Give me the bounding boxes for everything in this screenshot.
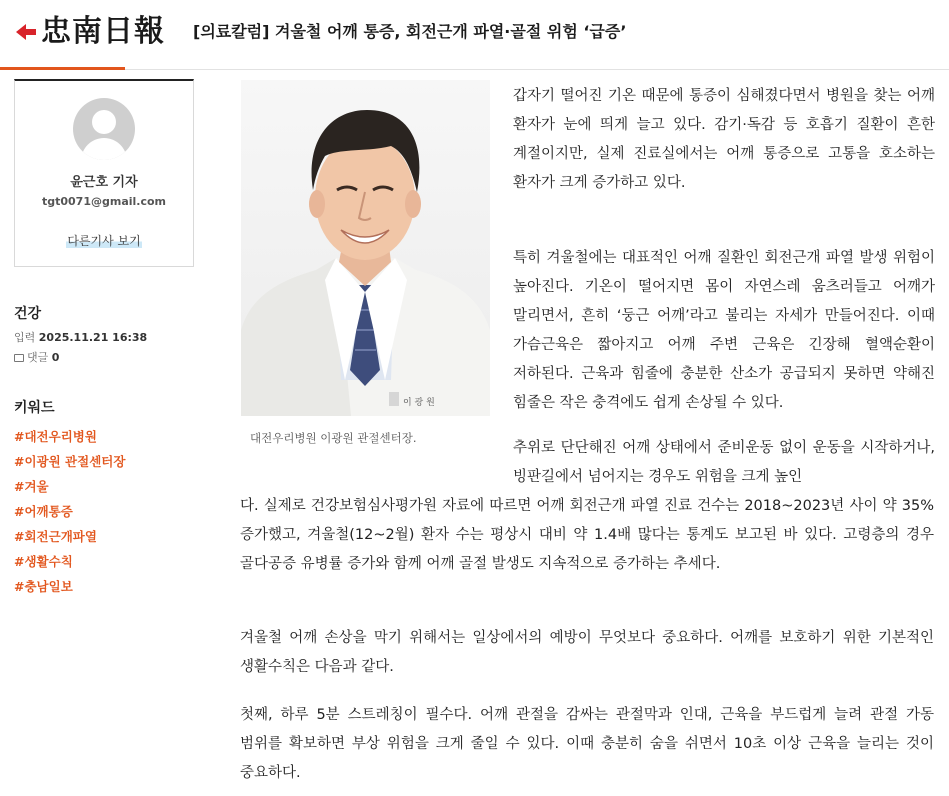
keyword-link[interactable]: #어깨통증 bbox=[14, 504, 73, 519]
article-paragraph-3-start: 추위로 단단해진 어깨 상태에서 준비운동 없이 운동을 시작하거나, 빙판길에서 넘어지는 경우도 위험을 크게 높인 bbox=[513, 440, 935, 485]
keyword-link[interactable]: #겨울 bbox=[14, 479, 49, 494]
reporter-email[interactable]: tgt0071@gmail.com bbox=[41, 195, 167, 208]
keywords-title: 키워드 bbox=[14, 400, 55, 416]
doctor-portrait bbox=[241, 80, 490, 416]
keyword-list bbox=[14, 427, 125, 602]
article-headline: [의료칼럼] 겨울철 어깨 통증, 회전근개 파열·골절 위험 ‘급증’ bbox=[193, 22, 627, 41]
logo-text: 忠南日報 bbox=[41, 14, 165, 49]
comment-count[interactable] bbox=[14, 349, 59, 365]
site-logo[interactable] bbox=[14, 12, 165, 52]
article-paragraph-5: 첫째, 하루 5분 스트레칭이 필수다. 어깨 관절을 감싸는 관절막과 인대, 근육을 부드럽게 늘려 관절 가동 범위를 확보하면 부상 위험을 크게 줄일 수 있다. 이때 충분히 숨을 쉬면서 10초 이상 근육을 늘리는 것이 중요하다. bbox=[240, 707, 934, 781]
reporter-name: 윤근호 기자 bbox=[70, 175, 138, 190]
reporter-avatar bbox=[73, 98, 135, 160]
comments-count: 0 bbox=[51, 351, 60, 364]
article-paragraph-4: 겨울철 어깨 손상을 막기 위해서는 일상에서의 예방이 무엇보다 중요하다. 어깨를 보호하기 위한 기본적인 생활수칙은 다음과 같다. bbox=[240, 630, 934, 675]
avatar-body-shape bbox=[81, 138, 127, 160]
article-paragraph-3-continued: 다. 실제로 건강보험심사평가원 자료에 따르면 어깨 회전근개 파열 진료 건수는 2018~2023년 사이 약 35% 증가했고, 겨울철(12~2월) 환자 수는 평상시 대비 약 1.4배 많다는 통계도 보고된 바 있다. 고령층의 경우 골다공증 유병률 증가와 함께 어깨 골절 발생도 지속적으로 증가하는 추세다. bbox=[240, 498, 934, 572]
more-articles-label[interactable]: 다른기사 보기 bbox=[67, 234, 141, 248]
avatar-head-shape bbox=[92, 110, 116, 134]
site-header bbox=[0, 0, 949, 70]
article-paragraph-1: 갑자기 떨어진 기온 때문에 통증이 심해졌다면서 병원을 찾는 어깨 환자가 눈에 띄게 늘고 있다. 감기·독감 등 호흡기 질환이 흔한 계절이지만, 실제 진료실에서는 어깨 통증으로 고통을 호소하는 환자가 크게 증가하고 있다. bbox=[513, 88, 935, 191]
photo-caption: 대전우리병원 이광원 관절센터장. bbox=[250, 431, 417, 445]
keyword-link[interactable]: #이광원 관절센터장 bbox=[14, 454, 126, 469]
published-date bbox=[14, 329, 147, 345]
keyword-link[interactable]: #회전근개파열 bbox=[14, 529, 97, 544]
logo-mark-icon bbox=[14, 21, 38, 43]
header-accent-bar bbox=[0, 67, 125, 70]
keyword-link[interactable]: #생활수칙 bbox=[14, 554, 73, 569]
published-value: 2025.11.21 16:38 bbox=[38, 331, 148, 344]
section-name[interactable]: 건강 bbox=[14, 306, 42, 322]
keyword-link[interactable]: #충남일보 bbox=[14, 579, 73, 594]
more-articles-link[interactable] bbox=[15, 232, 193, 249]
coat-name-stamp: 이 광 원 bbox=[403, 398, 435, 408]
article-paragraph-2: 특히 겨울철에는 대표적인 어깨 질환인 회전근개 파열 발생 위험이 높아진다. 기온이 떨어지면 몸이 자연스레 움츠러들고 어깨가 말리면서, 흔히 ‘둥근 어깨’라고 불리는 자세가 만들어진다. 이때 가슴근육은 짧아지고 어깨 주변 근육은 긴장해 혈액순환이 저하된다. 근육과 힘줄에 충분한 산소가 공급되지 못하면 약해진 힘줄은 작은 충격에도 쉽게 손상될 수 있다. bbox=[513, 250, 935, 411]
keyword-link[interactable]: #대전우리병원 bbox=[14, 429, 97, 444]
comments-label: 댓글 bbox=[27, 351, 49, 364]
comment-icon bbox=[14, 354, 24, 362]
published-label: 입력 bbox=[14, 331, 36, 344]
article-photo[interactable] bbox=[241, 80, 490, 416]
reporter-card bbox=[14, 79, 194, 267]
